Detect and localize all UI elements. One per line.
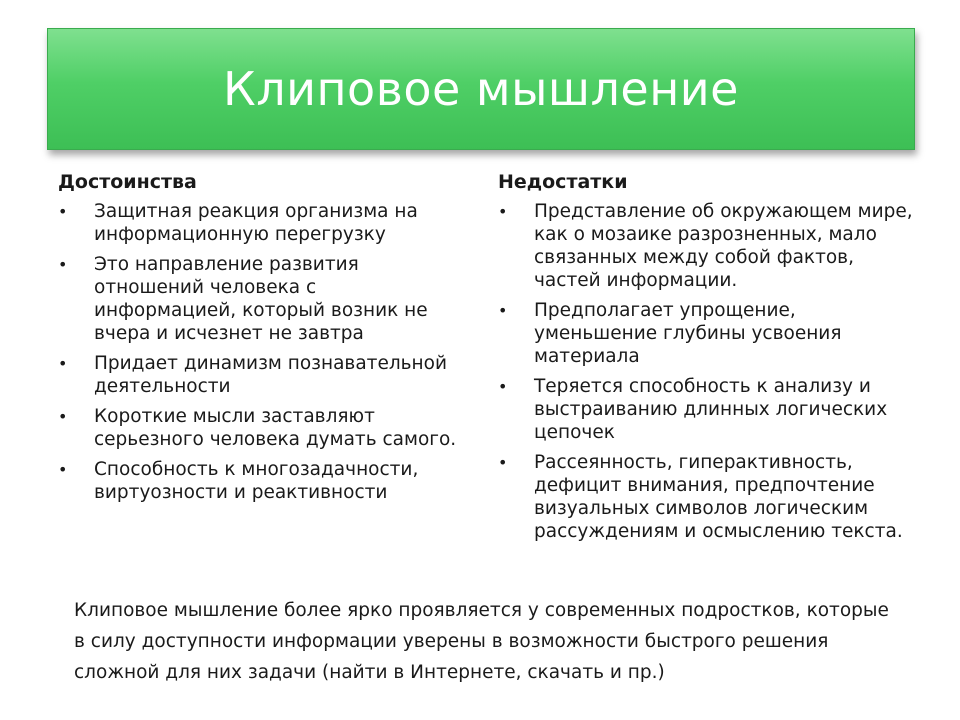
list-item-text: Теряется способность к анализу и выстраиванию длинных логических цепочек (534, 376, 888, 443)
conclusion-text: Клиповое мышление более ярко проявляется у современных подростков, которые в силу доступности информации уверены в возможности быстрого решения сложной для них задачи (найти в Интернете, скачать и пр.) (74, 600, 889, 683)
bullet-icon: • (58, 354, 68, 373)
advantages-list (58, 200, 458, 504)
bullet-icon: • (58, 460, 68, 479)
list-item (58, 200, 458, 246)
list-item-text: Представление об окружающем мире, как о мозаике разрозненных, мало связанных между собой фактов, частей информации. (534, 201, 913, 291)
list-item (58, 352, 458, 398)
list-item-text: Это направление развития отношений человека с информацией, который возник не вчера и исчезнет не завтра (94, 254, 428, 344)
bullet-icon: • (58, 255, 68, 274)
disadvantages-list (498, 200, 918, 543)
list-item-text: Короткие мысли заставляют серьезного человека думать самого. (94, 406, 457, 450)
bullet-icon: • (498, 202, 508, 221)
list-item-text: Предполагает упрощение, уменьшение глубины усвоения материала (534, 300, 842, 367)
bullet-icon: • (58, 202, 68, 221)
disadvantages-heading: Недостатки (498, 171, 628, 193)
bullet-icon: • (498, 301, 508, 320)
list-item (498, 375, 918, 444)
list-item-text: Защитная реакция организма на информационную перегрузку (94, 201, 418, 245)
list-item (58, 405, 458, 451)
slide-title: Клиповое мышление (223, 62, 739, 116)
list-item (58, 458, 458, 504)
disadvantages-column (498, 170, 918, 550)
list-item-text: Способность к многозадачности, виртуозности и реактивности (94, 459, 419, 503)
advantages-heading: Достоинства (58, 171, 197, 193)
bullet-icon: • (498, 453, 508, 472)
bullet-icon: • (58, 407, 68, 426)
advantages-column (58, 170, 458, 511)
list-item (498, 200, 918, 292)
list-item (58, 253, 458, 345)
list-item-text: Рассеянность, гиперактивность, дефицит внимания, предпочтение визуальных символов логическим рассуждениям и осмыслению текста. (534, 452, 903, 542)
list-item (498, 451, 918, 543)
list-item-text: Придает динамизм познавательной деятельности (94, 353, 447, 397)
bullet-icon: • (498, 377, 508, 396)
title-banner (47, 28, 915, 150)
list-item (498, 299, 918, 368)
